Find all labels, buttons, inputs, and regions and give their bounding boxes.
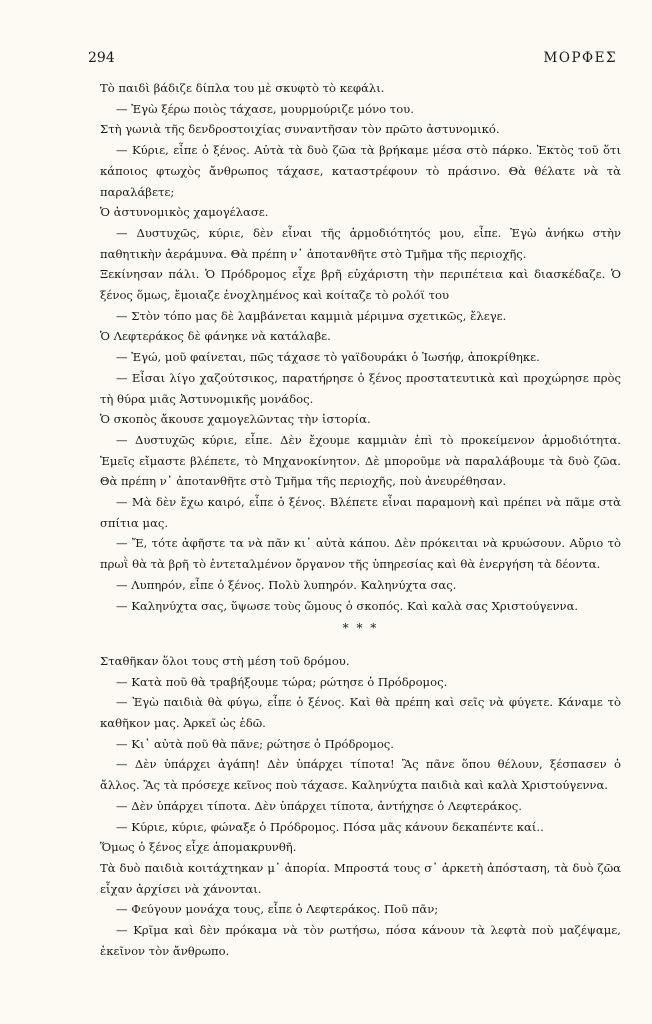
paragraph: Σταθῆκαν ὅλοι τους στὴ μέση τοῦ δρόμου. <box>100 653 350 668</box>
paragraph: — Κατὰ ποῦ θὰ τραβήξουμε τώρα; ρώτησε ὁ Πρόδρομος. <box>116 674 448 689</box>
page-header <box>88 50 617 68</box>
running-title: ΜΟΡΦΕΣ <box>543 50 617 66</box>
paragraph: — Κύριε, εἶπε ὁ ξένος. Αὐτὰ τὰ δυὸ ζῶα τὰ βρήκαμε μέσα στὸ πάρκο. Ἐκτὸς τοῦ ὅτι κάποιος φτωχὸς ἄνθρωπος τάχασε, καταστρέφουν τὸ πράσινο. Θὰ θέλατε νὰ τὰ παραλάβετε; <box>100 143 621 199</box>
body-text <box>100 78 621 962</box>
paragraph: Ὅμως ὁ ξένος εἶχε ἀπομακρυνθῆ. <box>100 840 297 855</box>
paragraph: — Κύριε, κύριε, φώναξε ὁ Πρόδρομος. Πόσα μᾶς κάνουν δεκαπέντε καί.. <box>116 819 544 834</box>
paragraph: Ὁ σκοπὸς ἄκουσε χαμογελῶντας τὴν ἱστορία. <box>100 412 371 427</box>
paragraph: — Δὲν ὑπάρχει ἀγάπη! Δὲν ὑπάρχει τίποτα! Ἂς πᾶνε ὅπου θέλουν, ξέσπασεν ὁ ἄλλος. Ἂς τὰ πρόσεχε κεῖνος ποὺ τάχασε. Καληνύχτα παιδιὰ καὶ καλὰ Χριστούγεννα. <box>100 757 621 793</box>
paragraph: — Ἔ, τότε ἀφῆστε τα νὰ πᾶν κι᾽ αὐτὰ κάπου. Δὲν πρόκειται νὰ κρυώσουν. Αὔριο τὸ πρωῒ θὰ τὰ βρῆ τὸ ἐντεταλμένον ὄργανον τῆς ὑπηρεσίας καὶ θὰ ἐνεργήση τὰ δέοντα. <box>100 536 621 572</box>
paragraph: — Δὲν ὑπάρχει τίποτα. Δὲν ὑπάρχει τίποτα, ἀντήχησε ὁ Λεφτεράκος. <box>116 798 522 813</box>
paragraph: — Ἐγὼ ξέρω ποιὸς τάχασε, μουρμούριζε μόνο του. <box>116 101 414 116</box>
paragraph: — Λυπηρόν, εἶπε ὁ ξένος. Πολὺ λυπηρόν. Καληνύχτα σας. <box>116 577 457 592</box>
paragraph: — Εἶσαι λίγο χαζούτσικος, παρατήρησε ὁ ξένος προστατευτικὰ καὶ προχώρησε πρὸς τὴ θύρα μιᾶς Ἀστυνομικῆς μονάδος. <box>100 370 621 406</box>
page-number: 294 <box>88 50 115 66</box>
paragraph: — Καληνύχτα σας, ὕψωσε τοὺς ὤμους ὁ σκοπός. Καὶ καλὰ σας Χριστούγεννα. <box>116 598 579 613</box>
paragraph: Ὁ ἀστυνομικὸς χαμογέλασε. <box>100 205 269 220</box>
paragraph: Τὰ δυὸ παιδιὰ κοιτάχτηκαν μ᾽ ἀπορία. Μπροστά τους σ᾽ ἀρκετὴ ἀπόσταση, τὰ δυὸ ζῶα εἶχαν ἀρχίσει νὰ χάνονται. <box>100 861 621 896</box>
paragraph: Στὴ γωνιὰ τῆς δενδροστοιχίας συναντῆσαν τὸν πρῶτο ἀστυνομικό. <box>100 122 500 137</box>
paragraph: — Ἐγώ, μοῦ φαίνεται, πῶς τάχασε τὸ γαϊδουράκι ὁ Ἰωσήφ, ἀποκρίθηκε. <box>116 350 540 365</box>
paragraph: Τὸ παιδὶ βάδιζε δίπλα του μὲ σκυφτὸ τὸ κεφάλι. <box>100 81 385 95</box>
paragraph: — Κρῖμα καὶ δὲν πρόκαμα νὰ τὸν ρωτήσω, πόσα κάνουν τὰ λεφτὰ ποὺ μαζέψαμε, ἐκεῖνον τὸν ἄνθρωπο. <box>100 923 621 958</box>
paragraph: — Ἐγὼ παιδιὰ θὰ φύγω, εἶπε ὁ ξένος. Καὶ θὰ πρέπη καὶ σεῖς νὰ φύγετε. Κάναμε τὸ καθῆκον μας. Ἀρκεῖ ὡς ἐδῶ. <box>100 695 621 731</box>
paragraph: — Κι᾽ αὐτὰ ποῦ θὰ πᾶνε; ρώτησε ὁ Πρόδρομος. <box>116 736 394 751</box>
paragraph: Ξεκίνησαν πάλι. Ὁ Πρόδρομος εἶχε βρῆ εὐχάριστη τὴν περιπέτεια καὶ διασκέδαζε. Ὁ ξένος ὅμως, ἔμοιαζε ἐνοχλημένος καὶ κοίταζε τὸ ρολόϊ του <box>100 267 621 303</box>
paragraph: Ὁ Λεφτεράκος δὲ φάνηκε νὰ κατάλαβε. <box>100 329 331 344</box>
paragraph: — Στὸν τόπο μας δὲ λαμβάνεται καμμιὰ μέριμνα σχετικῶς, ἔλεγε. <box>116 308 507 323</box>
paragraph: — Δυστυχῶς, κύριε, δὲν εἶναι τῆς ἁρμοδιότητός μου, εἶπε. Ἐγὼ ἀνήκω στὴν παθητικὴν ἀεράμυνα. Θὰ πρέπη ν᾽ ἀποτανθῆτε στὸ Τμῆμα τῆς περιοχῆς. <box>100 225 621 261</box>
section-break: * * * <box>342 621 379 636</box>
paragraph: — Μὰ δὲν ἔχω καιρό, εἶπε ὁ ξένος. Βλέπετε εἶναι παραμονὴ καὶ πρέπει νὰ πᾶμε στὰ σπίτια μας. <box>100 495 621 530</box>
paragraph: — Φεύγουν μονάχα τους, εἶπε ὁ Λεφτεράκος. Ποῦ πᾶν; <box>116 902 439 917</box>
paragraph: — Δυστυχῶς κύριε, εἶπε. Δὲν ἔχουμε καμμιὰν ἐπὶ τὸ προκείμενον ἁρμοδιότητα. Ἐμεῖς εἴμαστε βλέπετε, τὸ Μηχανοκίνητον. Δὲ μποροῦμε νὰ παραλάβουμε τὰ δυὸ ζῶα. Θὰ πρέπη ν᾽ ἀποτανθῆτε στὸ Τμῆμα τῆς περιοχῆς, ποὺ ἀνευρέθησαν. <box>100 432 621 489</box>
